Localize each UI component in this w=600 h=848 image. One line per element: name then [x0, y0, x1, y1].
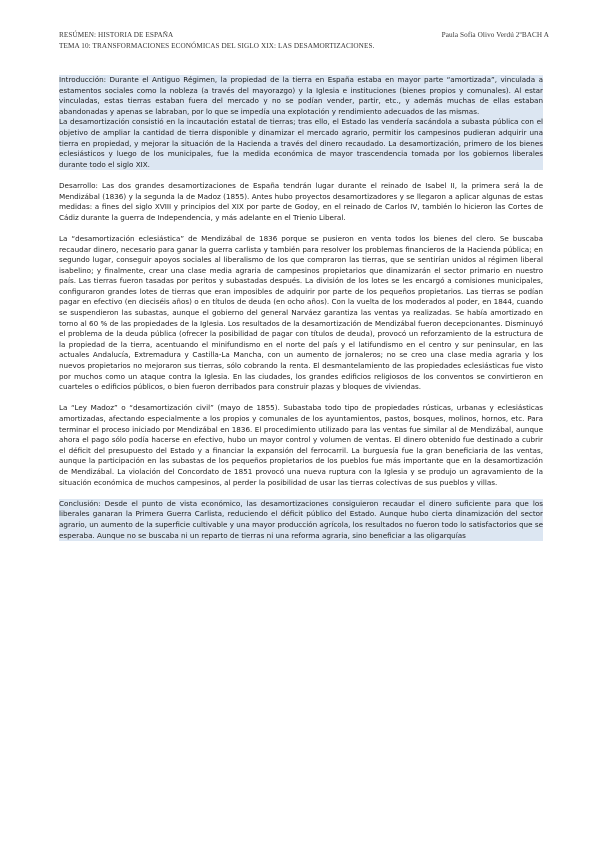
document-body: [59, 75, 543, 541]
development-paragraph-1[interactable]: Desarrollo: Las dos grandes desamortizaciones de España tendrán lugar durante el reinado de Isabel II, la primera será la de Mendizábal (1836) y la segunda la de Madoz (1855). Antes hubo proyectos desamortizadores y se llegaron a aplicar algunas de estas medidas: a fines del siglo XVIII y principios del XIX por parte de Godoy, en el reinado de Carlos IV, también lo hicieron las Cortes de Cádiz durante la guerra de Independencia, y más adelante en el Trienio Liberal.: [59, 180, 543, 222]
conclusion-paragraph[interactable]: Conclusión: Desde el punto de vista económico, las desamortizaciones consiguieron recaudar el dinero suficiente para que los liberales ganaran la Primera Guerra Carlista, reduciendo el déficit público del Estado. Aunque hubo cierta dinamización del sector agrario, un aumento de la superficie cultivable y una mayor producción agrícola, los resultados no fueron todo lo satisfactorios que se esperaba. Aunque no se buscaba ni un reparto de tierras ni una reforma agraria, sino beneficiar a las oligarquías: [59, 498, 543, 540]
header-top-row: [59, 30, 549, 41]
introduction-paragraph-1[interactable]: Introducción: Durante el Antiguo Régimen, la propiedad de la tierra en España estaba en mayor parte “amortizada”, vinculada a estamentos sociales como la nobleza (a través del mayorazgo) y la Iglesia e instituciones (bienes propios y comunales). Al estar vinculadas, estas tierras estaban fuera del mercado y no se podían vender, partir, etc., y además muchas de ellas estaban abandonadas y apenas se labraban, por lo que se impedía una explotación y rendimiento adecuados de las mismas.: [59, 75, 543, 116]
topic-title: TEMA 10: TRANSFORMACIONES ECONÓMICAS DEL SIGLO XIX: LAS DESAMORTIZACIONES.: [59, 42, 375, 50]
development-paragraph-2[interactable]: La “desamortización eclesiástica” de Mendizábal de 1836 porque se pusieron en venta todos los bienes del clero. Se buscaba recaudar dinero, necesario para ganar la guerra carlista y también para resolver los problemas financieros de la Hacienda pública; en segundo lugar, conseguir apoyos sociales al liberalismo de los que compraron las tierras, que se sentirían unidos al régimen liberal isabelino; y finalmente, crear una clase media agraria de campesinos propietarios que dinamizarán el sector primario en nuestro país. Las tierras fueron tasadas por peritos y subastadas después. La división de los lotes se les encargó a comisiones municipales, configuraron grandes lotes de tierras que eran imposibles de adquirir por parte de los pequeños propietarios. Las tierras se podían pagar en efectivo (en dieciséis años) o en títulos de deuda (en ocho años). Con la vuelta de los moderados al poder, en 1844, cuando se suspendieron las subastas, aunque el gobierno del general Narváez garantiza las ventas ya realizadas. Se había amortizado en torno al 60 % de las propiedades de la Iglesia. Los resultados de la desamortización de Mendizábal fueron decepcionantes. Disminuyó el problema de la deuda pública (ofrecer la posibilidad de pagar con títulos de deuda), provocó un reforzamiento de la estructura de la propiedad de la tierra, acentuando el minifundismo en el norte del país y el latifundismo en el centro y sur peninsular, en las actuales Andalucía, Extremadura y Castilla-La Mancha, con un aumento de jornaleros; no se creo una clase media agraria y los nuevos propietarios no mejoraron sus tierras, sólo cobrando la renta. El desmantelamiento de las propiedades eclesiásticas fue visto por muchos como un ataque contra la Iglesia. En las ciudades, los grandes edificios religiosos de los conventos se convirtieron en cuarteles o edificios públicos, o bien fueron derribados para construir plazas y bloques de viviendas.: [59, 233, 543, 392]
introduction-paragraph-2[interactable]: La desamortización consistió en la incautación estatal de tierras; tras ello, el Estado las vendería sacándola a subasta pública con el objetivo de ampliar la cantidad de tierra disponible y dinamizar el mercado agrario, permitir los campesinos pudieran adquirir una tierra en propiedad, y mejorar la situación de la Hacienda a través del dinero recaudado. La desamortización, primero de los bienes eclesiásticos y luego de los municipales, fue la medida económica de mayor trascendencia tomada por los gobiernos liberales durante todo el siglo XIX.: [59, 117, 543, 169]
page-header: [59, 30, 549, 52]
development-paragraph-3[interactable]: La “Ley Madoz” o “desamortización civil” (mayo de 1855). Subastaba todo tipo de propiedades rústicas, urbanas y eclesiásticas amortizadas, afectando especialmente a los propios y comunales de los ayuntamientos, pastos, bosques, molinos, hornos, etc. Para terminar el proceso iniciado por Mendizábal en 1836. El procedimiento utilizado para las ventas fue similar al de Mendizábal, aunque ahora el pago sólo podía hacerse en efectivo, hubo un mayor control y volumen de ventas. El dinero obtenido fue destinado a cubrir el déficit del presupuesto del Estado y a financiar la expansión del ferrocarril. La burguesía fue la gran beneficiaria de las ventas, aunque la participación en las subastas de los pequeños propietarios de los pueblos fue más importante que en la desamortización de Mendizábal. La violación del Concordato de 1851 provocó una nueva ruptura con la Iglesia y se produjo un agravamiento de la situación económica de muchos campesinos, al perder la posibilidad de usar las tierras colectivas de sus pueblos y villas.: [59, 403, 543, 487]
course-title: RESÚMEN: HISTORIA DE ESPAÑA: [59, 31, 174, 39]
author-name: Paula Sofía Olivo Verdú 2ºBACH A: [441, 31, 549, 39]
